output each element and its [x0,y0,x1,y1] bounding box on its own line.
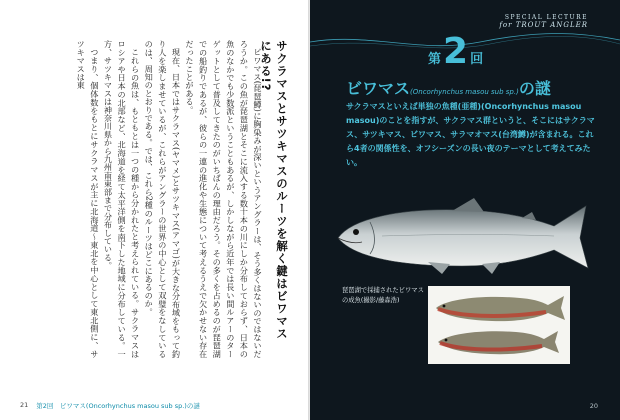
running-title: 第2回 ビワマス(Oncorhynchus masou sub sp.)の謎 [36,402,200,410]
paragraph: 現在、日本ではサクラマス(ヤマメ)とサツキマス(アマゴ)が大きな分布域をもって釣り人を楽しませているが、これらがアングラーの世界の中心として双璧をなしているのは、周知のとおりである。では、これら2種のルーツはどこにあるのか。 [144,40,182,358]
kai-text: 回 [470,52,484,67]
title-main: ビワマス [346,79,411,98]
fish-illustration [332,192,598,280]
paragraph: これらの魚は、もともとは一つの種から分かれたと考えられている。サクラマスはロシアや日本の北部など、北海道を経て太平洋側を南下した地域に分布している。一方、サツキマスは神奈川県から九州南東部まで分布している。 [103,40,141,358]
lead-text: サクラマスといえば単独の魚種(亜種)(Oncorhynchus masou masou)のことを指すが、サクラマス群というと、そこにはサクラマス、サツキマス、ビワマス、サラマオマス(台湾鱒)が含まれる。これら4者の関係性を、オフシーズンの長い夜のテーマとして考えてみたい。 [346,102,595,167]
title-scientific: (Oncorhynchus masou sub sp.) [410,88,519,96]
fish-photo [428,286,570,364]
right-page-number: 20 [589,402,598,410]
title-end: の謎 [518,79,551,98]
series-label-line2: for TROUT ANGLER [499,21,588,29]
page-number: 21 [20,401,29,409]
number-text: 2 [443,31,469,72]
dai-text: 第 [428,52,442,67]
article-headline: サクラマスとサツキマスのルーツを解く鍵はビワマスにある!? [259,40,289,340]
photo-caption: 琵琶湖で採捕されたビワマスの成魚(撮影/藤森浩) [342,287,424,304]
series-label-line1: SPECIAL LECTURE [504,14,588,21]
right-page [310,0,620,420]
paragraph: つまり、個体数をもとにサクラマスが主に北海道～東北を中心として東北側に、サツキマスは東 [76,40,100,358]
page-title [346,76,551,99]
issue-number [428,31,484,72]
left-footer [20,401,200,410]
paragraph: ビワマス(琵琶鱒)に胸染みが深いというアングラーは、そう多くはないのではないだろうか。この魚が琵琶湖とそこに流入する数十本の川にしか分布しておらず、日本の魚のなかでも少数派ということもあるが、しかしながら近年では長い間ルアーのターゲットとして普及してきたのがいちばんの理由だろう。その多くを占めるのが琵琶湖での船釣りであるが、彼らの一連の進化や生態について考えるうえで欠かせない存在だったことがある。 [185,40,263,358]
article-body [19,40,264,358]
series-label [499,14,588,29]
